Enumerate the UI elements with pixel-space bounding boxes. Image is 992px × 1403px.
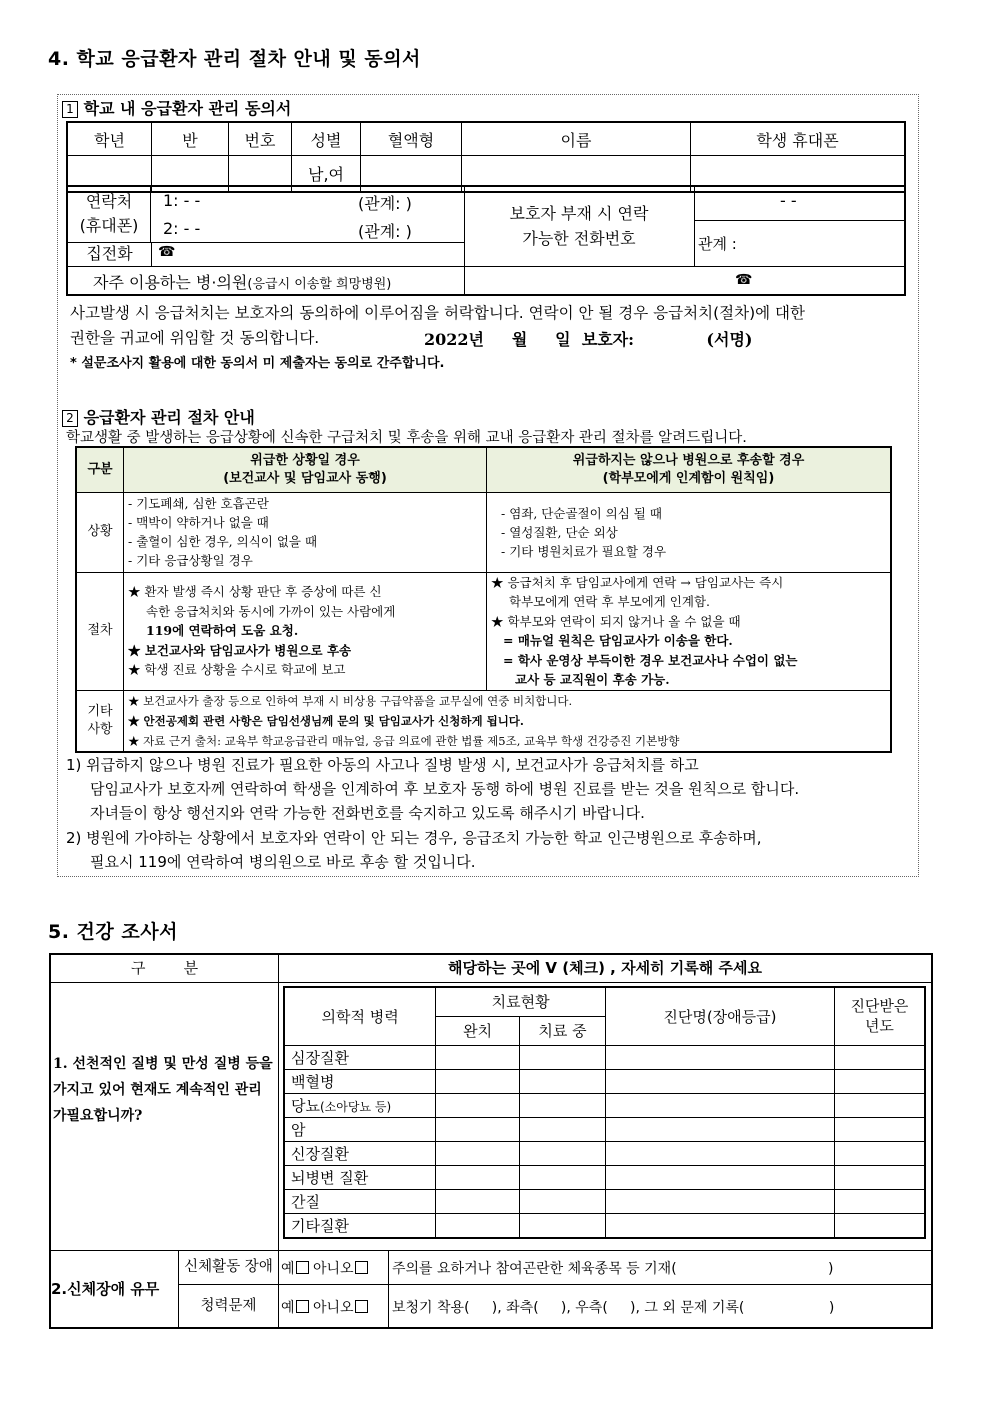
home-phone-label: 집전화 (68, 242, 152, 266)
note-1: 1) 위급하지 않으나 병원 진료가 필요한 아동의 사고나 질병 발생 시, 보건교사가 응급처치를 하고 담임교사가 보호자께 연락하여 학생을 인계하여 후 보호자 동행 하에 병원 진료를 받는 것을 원칙으로 합니다. 자녀들이 항상 행선지와 연락 가능한 전화번호를 숙지하고 있도록 해주시기 바랍니다. (66, 756, 800, 822)
header-class: 반 (152, 122, 229, 156)
part1-number: 1 (62, 101, 78, 118)
question-2: 2.신체장애 유무 (51, 1251, 179, 1327)
disease-cancer: 암 (284, 1117, 436, 1141)
contact-row-2[interactable]: 2: - - (163, 219, 201, 238)
row-procedure: 절차 (76, 572, 124, 690)
part2-number: 2 (62, 410, 78, 427)
row-etc: 기타 사항 (76, 690, 124, 752)
etc-notes: ★ 보건교사가 출장 등으로 인하여 부재 시 비상용 구급약품을 교무실에 연중 비치합니다. ★ 안전공제회 관련 사항은 담임선생님께 문의 및 담임교사가 신청하게 됩니다. ★ 자료 근거 출처: 교육부 학교응급관리 매뉴얼, 응급 의료에 관한 법률 제5조, 교육부 학생 건강증진 기본방향 (124, 690, 892, 752)
part2-title: 응급환자 관리 절차 안내 (83, 408, 255, 427)
col-non-urgent: 위급하지는 않으나 병원으로 후송할 경우 (학부모에게 인계함이 원칙임) (487, 447, 892, 492)
survey-note: * 설문조사지 활용에 대한 동의서 미 제출자는 동의로 간주합니다. (70, 356, 445, 371)
part1-heading (62, 96, 291, 119)
disease-kidney: 신장질환 (284, 1141, 436, 1165)
situation-urgent: - 기도폐쇄, 심한 호흡곤란 - 맥박이 약하거나 없을 때 - 출혈이 심한 경우, 의식이 없을 때 - 기타 응급상황일 경우 (124, 492, 487, 572)
part1-title: 학교 내 응급환자 관리 동의서 (83, 99, 292, 118)
hearing-detail[interactable]: 보청기 착용( ), 좌측( ), 우측( ), 그 외 문제 기록( ) (392, 1300, 835, 1316)
header-blood-type: 혈액형 (361, 122, 462, 156)
procedure-non-urgent: ★ 응급처치 후 담임교사에게 연락 → 담임교사는 즉시 학부모에게 연락 후 부모에게 인계함. ★ 학부모와 연락이 되지 않거나 올 수 없을 때 = 매뉴얼 원칙은 담임교사가 이송을 한다. = 학사 운영상 부득이한 경우 보건교사나 수업이 없는 교사 등 교직원이 후송 가능. (487, 572, 892, 690)
hospital-phone-icon: ☎ (735, 272, 753, 288)
section5-title: 5. 건강 조사서 (48, 921, 178, 943)
physical-yes-no: 예 아니오 (281, 1258, 368, 1278)
col-diagnosis: 진단명(장애등급) (606, 987, 835, 1045)
part2-heading (62, 405, 255, 428)
physical-activity-label: 신체활동 장애 (179, 1251, 279, 1285)
col-history: 의학적 병력 (284, 987, 436, 1045)
guardian-absent-label: 보호자 부재 시 연락 가능한 전화번호 (509, 204, 649, 248)
col-ongoing: 치료 중 (520, 1016, 606, 1045)
col-treatment: 치료현황 (436, 987, 606, 1016)
contact-block (66, 185, 906, 296)
header-student-phone: 학생 휴대폰 (691, 122, 906, 156)
header-grade: 학년 (67, 122, 152, 156)
hearing-yes-no: 예 아니오 (281, 1297, 368, 1317)
contact-row-1[interactable]: 1: - - (163, 191, 201, 210)
disease-epilepsy: 간질 (284, 1189, 436, 1213)
hospital-label: 자주 이용하는 병·의원(응급시 이송할 희망병원) (93, 273, 392, 292)
header-number: 번호 (229, 122, 292, 156)
disease-other: 기타질환 (284, 1213, 436, 1238)
row-situation: 상황 (76, 492, 124, 572)
physical-no-checkbox[interactable] (355, 1261, 368, 1274)
col-done: 완치 (436, 1016, 520, 1045)
disease-diabetes: 당뇨(소아당뇨 등) (284, 1093, 436, 1117)
contact-relation-1[interactable]: (관계: ) (358, 194, 412, 213)
disease-brain: 뇌병변 질환 (284, 1165, 436, 1189)
col-urgent: 위급한 상황일 경우 (보건교사 및 담임교사 동행) (124, 447, 487, 492)
emergency-procedure-table (75, 446, 892, 753)
guardian-relation-field[interactable]: 관계 : (698, 235, 737, 253)
consent-line-2: 권한을 귀교에 위임할 것 동의합니다. (70, 329, 320, 347)
col-category: 구분 (76, 447, 124, 492)
consent-info-table (66, 121, 906, 193)
guardian-phone-field[interactable]: - - (780, 191, 797, 210)
signature-line[interactable]: 2022년 월 일 보호자: (서명) (424, 330, 753, 349)
col-year: 진단받은 년도 (834, 987, 925, 1045)
note-2: 2) 병원에 가야하는 상황에서 보호자와 연락이 안 되는 경우, 응급조치 가능한 학교 인근병원으로 후송하며, 필요시 119에 연락하여 병의원으로 바로 후송 할 것입니다. (66, 829, 762, 871)
hearing-label: 청력문제 (179, 1285, 279, 1327)
phone-icon: ☎ (158, 244, 176, 260)
contact-relation-2[interactable]: (관계: ) (358, 222, 412, 241)
hearing-no-checkbox[interactable] (355, 1300, 368, 1313)
situation-non-urgent: - 염좌, 단순골절이 의심 될 때 - 열성질환, 단순 외상 - 기타 병원치료가 필요할 경우 (487, 492, 892, 572)
disease-heart: 심장질환 (284, 1045, 436, 1069)
header-gender: 성별 (292, 122, 361, 156)
physical-yes-checkbox[interactable] (296, 1261, 309, 1274)
hearing-yes-checkbox[interactable] (296, 1300, 309, 1313)
physical-detail[interactable]: 주의를 요하거나 참여곤란한 체육종목 등 기재( ) (392, 1261, 834, 1277)
header-name: 이름 (462, 122, 691, 156)
section4-title: 4. 학교 응급환자 관리 절차 안내 및 동의서 (48, 48, 421, 70)
gender-field[interactable]: 남,여 (292, 156, 361, 192)
disease-history-table (283, 986, 926, 1239)
procedure-urgent: ★ 환자 발생 즉시 상황 판단 후 증상에 따른 신 속한 응급처치와 동시에 가까이 있는 사람에게 119에 연락하여 도움 요청. ★ 보건교사와 담임교사가 병원으로 후송 ★ 학생 진료 상황을 수시로 학교에 보고 (124, 572, 487, 690)
disease-leukemia: 백혈병 (284, 1069, 436, 1093)
question-1: 1. 선천적인 질병 및 만성 질병 등을 가지고 있어 현재도 계속적인 관리가필요합니까? (53, 1056, 273, 1124)
health-survey-table (49, 953, 933, 1329)
part2-intro: 학교생활 중 발생하는 응급상황에 신속한 구급처치 및 후송을 위해 교내 응급환자 관리 절차를 알려드립니다. (66, 430, 747, 446)
consent-line-1: 사고발생 시 응급처치는 보호자의 동의하에 이루어짐을 허락합니다. 연락이 안 될 경우 응급처치(절차)에 대한 (70, 304, 805, 322)
survey-header-right: 해당하는 곳에 V (체크) , 자세히 기록해 주세요 (279, 955, 931, 983)
contact-label: 연락처 (휴대폰) (68, 187, 151, 243)
survey-header-left: 구 분 (51, 955, 279, 983)
